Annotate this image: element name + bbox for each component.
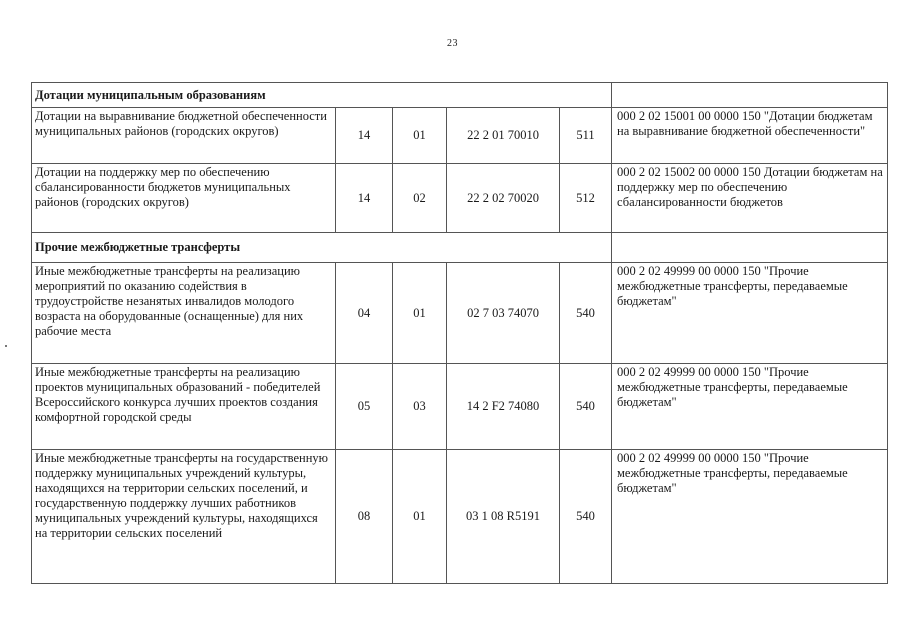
row-target-article: 03 1 08 R5191 <box>447 450 560 584</box>
row-expense-type: 540 <box>560 364 612 450</box>
page-number: 23 <box>447 38 458 49</box>
section-note-empty <box>612 233 888 263</box>
row-subsection-code: 01 <box>393 108 447 164</box>
section-row-subsidies <box>32 83 888 108</box>
row-subsection-code: 02 <box>393 164 447 233</box>
row-income-code: 000 2 02 49999 00 0000 150 "Прочие межбюджетные трансферты, передаваемые бюджетам" <box>612 263 888 364</box>
row-name: Иные межбюджетные трансферты на реализацию мероприятий по оказанию содействия в трудоустройстве незанятых инвалидов молодого возраста на оборудованные (оснащенные) для них рабочие места <box>32 263 336 364</box>
table-row <box>32 108 888 164</box>
row-section-code: 04 <box>336 263 393 364</box>
row-target-article: 14 2 F2 74080 <box>447 364 560 450</box>
section-note-empty <box>612 83 888 108</box>
row-section-code: 14 <box>336 108 393 164</box>
row-target-article: 02 7 03 74070 <box>447 263 560 364</box>
row-expense-type: 512 <box>560 164 612 233</box>
table-row <box>32 164 888 233</box>
section-title: Прочие межбюджетные трансферты <box>32 233 612 263</box>
budget-table <box>31 82 888 584</box>
row-income-code: 000 2 02 15001 00 0000 150 "Дотации бюджетам на выравнивание бюджетной обеспеченности" <box>612 108 888 164</box>
row-name: Иные межбюджетные трансферты на государственную поддержку муниципальных учреждений культуры, находящихся на территории сельских поселений, и государственную поддержку лучших работников муниципальных учреждений культуры, находящихся на территории сельских поселений <box>32 450 336 584</box>
row-income-code: 000 2 02 49999 00 0000 150 "Прочие межбюджетные трансферты, передаваемые бюджетам" <box>612 450 888 584</box>
section-row-other-transfers <box>32 233 888 263</box>
row-target-article: 22 2 02 70020 <box>447 164 560 233</box>
table-row <box>32 450 888 584</box>
row-expense-type: 540 <box>560 263 612 364</box>
row-name: Дотации на выравнивание бюджетной обеспеченности муниципальных районов (городских округов) <box>32 108 336 164</box>
row-subsection-code: 03 <box>393 364 447 450</box>
row-section-code: 05 <box>336 364 393 450</box>
row-expense-type: 511 <box>560 108 612 164</box>
row-income-code: 000 2 02 49999 00 0000 150 "Прочие межбюджетные трансферты, передаваемые бюджетам" <box>612 364 888 450</box>
row-expense-type: 540 <box>560 450 612 584</box>
row-section-code: 14 <box>336 164 393 233</box>
row-section-code: 08 <box>336 450 393 584</box>
row-name: Иные межбюджетные трансферты на реализацию проектов муниципальных образований - победителей Всероссийского конкурса лучших проектов создания комфортной городской среды <box>32 364 336 450</box>
row-name: Дотации на поддержку мер по обеспечению сбалансированности бюджетов муниципальных районов (городских округов) <box>32 164 336 233</box>
row-subsection-code: 01 <box>393 450 447 584</box>
table-row <box>32 364 888 450</box>
row-income-code: 000 2 02 15002 00 0000 150 Дотации бюджетам на поддержку мер по обеспечению сбалансированности бюджетов <box>612 164 888 233</box>
section-title: Дотации муниципальным образованиям <box>32 83 612 108</box>
margin-mark <box>5 345 7 347</box>
row-subsection-code: 01 <box>393 263 447 364</box>
row-target-article: 22 2 01 70010 <box>447 108 560 164</box>
table-row <box>32 263 888 364</box>
